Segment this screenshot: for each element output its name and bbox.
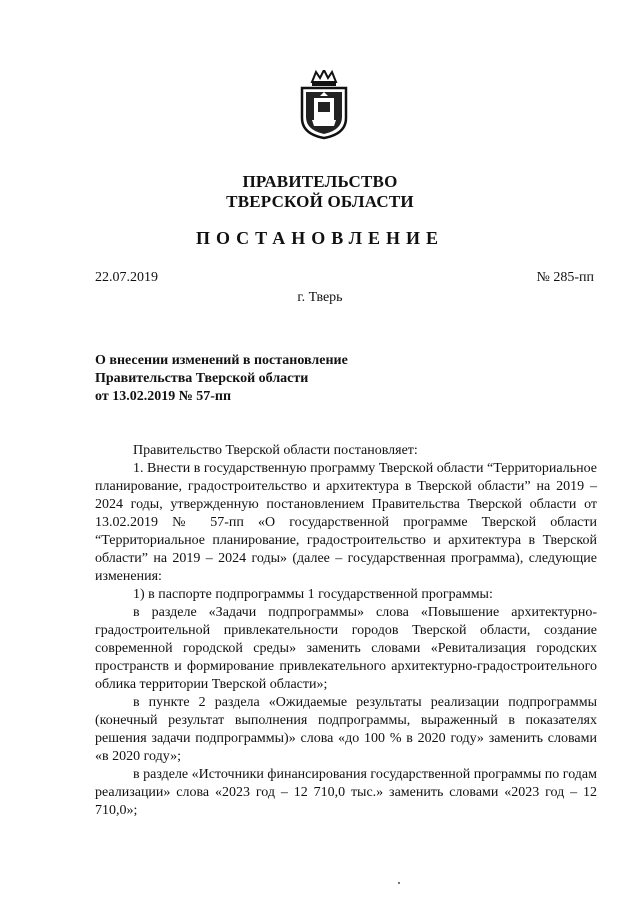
paragraph-funding: в разделе «Источники финансирования государственной программы по годам реализации» слова «2023 год – 12 710,0 тыс.» заменить словами «2023 год – 12 710,0»; <box>95 767 597 818</box>
document-subject <box>95 352 348 406</box>
paragraph-results: в пункте 2 раздела «Ожидаемые результаты реализации подпрограммы (конечный результат выполнения подпрограммы, выраженный в показателях решения задачи подпрограммы)» слова «до 100 % в 2020 году» заменить словами «в 2020 году»; <box>95 695 597 764</box>
subject-line2: Правительства Тверской области <box>95 371 309 386</box>
preamble: Правительство Тверской области постановляет: <box>133 443 418 458</box>
org-name-line1: ПРАВИТЕЛЬСТВО <box>242 172 398 191</box>
paragraph-1: 1. Внести в государственную программу Тверской области “Территориальное планирование, градостроительство и архитектура в Тверской области” на 2019 – 2024 годы, утвержденную постановлением Правительства Тверской области от 13.02.2019 № 57-пп «О государственной программе Тверской области “Территориальное планирование, градостроительство и архитектура в Тверской области” на 2019 – 2024 годы» (далее – государственная программа), следующие изменения: <box>95 461 597 584</box>
paragraph-tasks: в разделе «Задачи подпрограммы» слова «Повышение архитектурно-градостроительной привлекательности городов Тверской области, создание современной городской среды» заменить словами «Ревитализация городских пространств и формирование привлекательного архитектурно-градостроительного облика территории Тверской области»; <box>95 605 597 692</box>
subject-line3: от 13.02.2019 № 57-пп <box>95 389 232 404</box>
scan-speck <box>398 882 400 884</box>
document-type: ПОСТАНОВЛЕНИЕ <box>195 228 445 248</box>
document-number: № 285-пп <box>536 270 594 285</box>
subject-line1: О внесении изменений в постановление <box>95 353 348 368</box>
list-item-1: 1) в паспорте подпрограммы 1 государственной программы: <box>133 587 493 602</box>
document-city: г. Тверь <box>297 290 343 305</box>
document-date: 22.07.2019 <box>95 270 158 285</box>
document-body <box>95 442 597 820</box>
coat-of-arms-icon <box>298 70 350 140</box>
org-name-line2: ТВЕРСКОЙ ОБЛАСТИ <box>226 192 414 211</box>
